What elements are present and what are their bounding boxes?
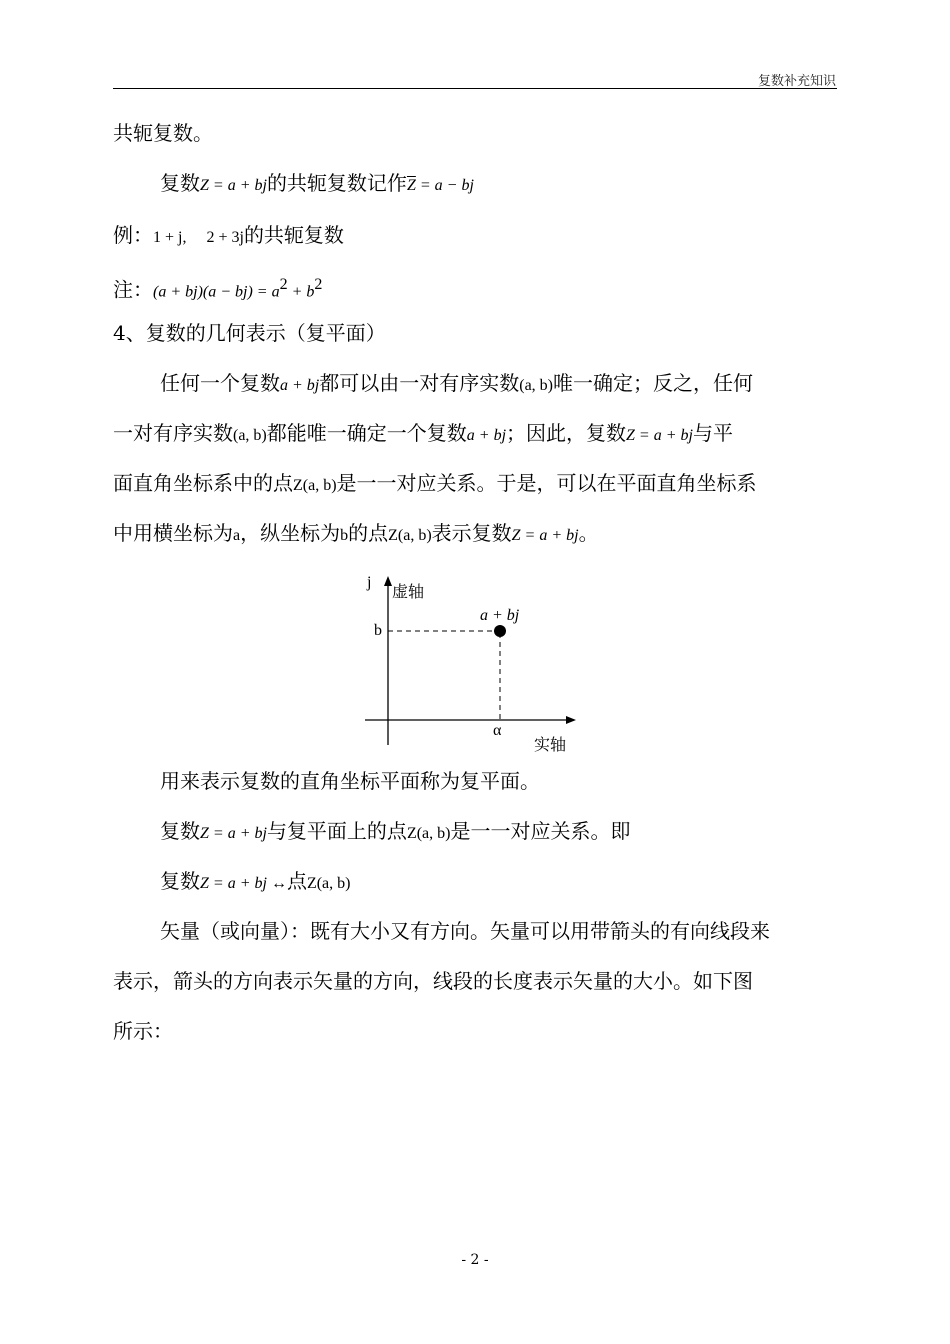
text: 复数 (160, 869, 200, 893)
text-line-4 (113, 277, 322, 301)
exponent: 2 (314, 276, 323, 293)
formula: (a, b) (519, 377, 554, 394)
formula: Z(a, b) (406, 825, 451, 842)
text: 都能唯一确定一个复数 (266, 421, 467, 445)
complex-plane-svg (350, 570, 590, 750)
y-axis-letter: j (367, 574, 372, 591)
formula: Z = a + bj ↔ (200, 875, 287, 892)
formula: b (340, 527, 349, 544)
formula: 1 + j, 2 + 3j (153, 229, 244, 246)
header-rule (113, 88, 837, 89)
formula: a (233, 527, 241, 544)
x-axis-name: 实轴 (534, 735, 567, 754)
text: 复数 (160, 819, 200, 843)
formula: Z(a, b) (293, 477, 337, 494)
formula-conjugate: $\overline{Z}$ (406, 177, 416, 194)
formula: Z(a, b) (388, 527, 432, 544)
text: ，纵坐标为 (240, 521, 341, 545)
text: 是一一对应关系。于是，可以在平面直角坐标系 (336, 471, 757, 495)
text-line-14: 表示，箭头的方向表示矢量的方向，线段的长度表示矢量的大小。如下图 (113, 969, 753, 993)
formula: + b (287, 283, 315, 301)
y-axis-arrow (384, 576, 392, 586)
text: 都可以由一对有序实数 (319, 371, 520, 395)
formula: a + bj (280, 377, 320, 394)
text: 一对有序实数 (113, 421, 233, 445)
text: 与复平面上的点 (266, 819, 407, 843)
formula: = a − bj (415, 177, 474, 194)
a-tick-label: α (493, 722, 502, 739)
text: 任何一个复数 (160, 371, 280, 395)
text: ；因此，复数 (506, 421, 627, 445)
y-axis-name: 虚轴 (392, 582, 425, 601)
text-line-2 (160, 173, 474, 194)
formula: (a, b) (233, 427, 267, 444)
formula: (a + bj)(a − bj) = a (153, 283, 280, 301)
formula: Z = a + bj (200, 825, 267, 842)
text: 唯一确定；反之，任何 (553, 371, 754, 395)
text: 点 (286, 869, 307, 893)
x-axis-arrow (566, 716, 576, 724)
page-number: - 2 - (461, 1252, 489, 1268)
text: 的共轭复数记作 (266, 171, 407, 195)
text: 表示复数 (431, 521, 512, 545)
text-line-6 (160, 373, 753, 394)
text: 与平 (692, 421, 733, 445)
text-line-10: 用来表示复数的直角坐标平面称为复平面。 (160, 769, 540, 793)
formula: Z = a + bj (511, 527, 579, 544)
text-line-7 (113, 423, 733, 444)
text: 面直角坐标系中的点 (113, 471, 293, 495)
point-label: a + bj (480, 607, 520, 624)
text: 注： (113, 277, 153, 302)
text: 例： (113, 223, 153, 247)
text: 的共轭复数 (243, 223, 344, 247)
text-line-1: 共轭复数。 (113, 121, 213, 145)
text-line-11 (160, 821, 630, 842)
text-line-3 (113, 225, 344, 246)
text: 中用横坐标为 (113, 521, 233, 545)
text-line-12 (160, 871, 350, 892)
formula: Z = a + bj (200, 177, 267, 194)
b-tick-label: b (374, 622, 382, 639)
formula: Z = a + bj (626, 427, 693, 444)
exponent: 2 (279, 276, 288, 293)
formula: Z(a, b) (306, 875, 351, 892)
header-title: 复数补充知识 (757, 74, 836, 89)
section-heading: 4、复数的几何表示（复平面） (113, 321, 386, 345)
text: 。 (578, 521, 599, 545)
text-line-8 (113, 473, 757, 494)
complex-plane-figure (350, 570, 590, 754)
text: 是一一对应关系。即 (450, 819, 631, 843)
text-line-15: 所示： (113, 1019, 173, 1043)
text-line-13: 矢量（或向量）：既有大小又有方向。矢量可以用带箭头的有向线段来 (160, 919, 770, 943)
point-marker (494, 625, 506, 637)
text: 复数 (160, 171, 200, 195)
text-line-9 (113, 523, 599, 544)
text: 的点 (348, 521, 389, 545)
formula: a + bj (466, 427, 507, 444)
